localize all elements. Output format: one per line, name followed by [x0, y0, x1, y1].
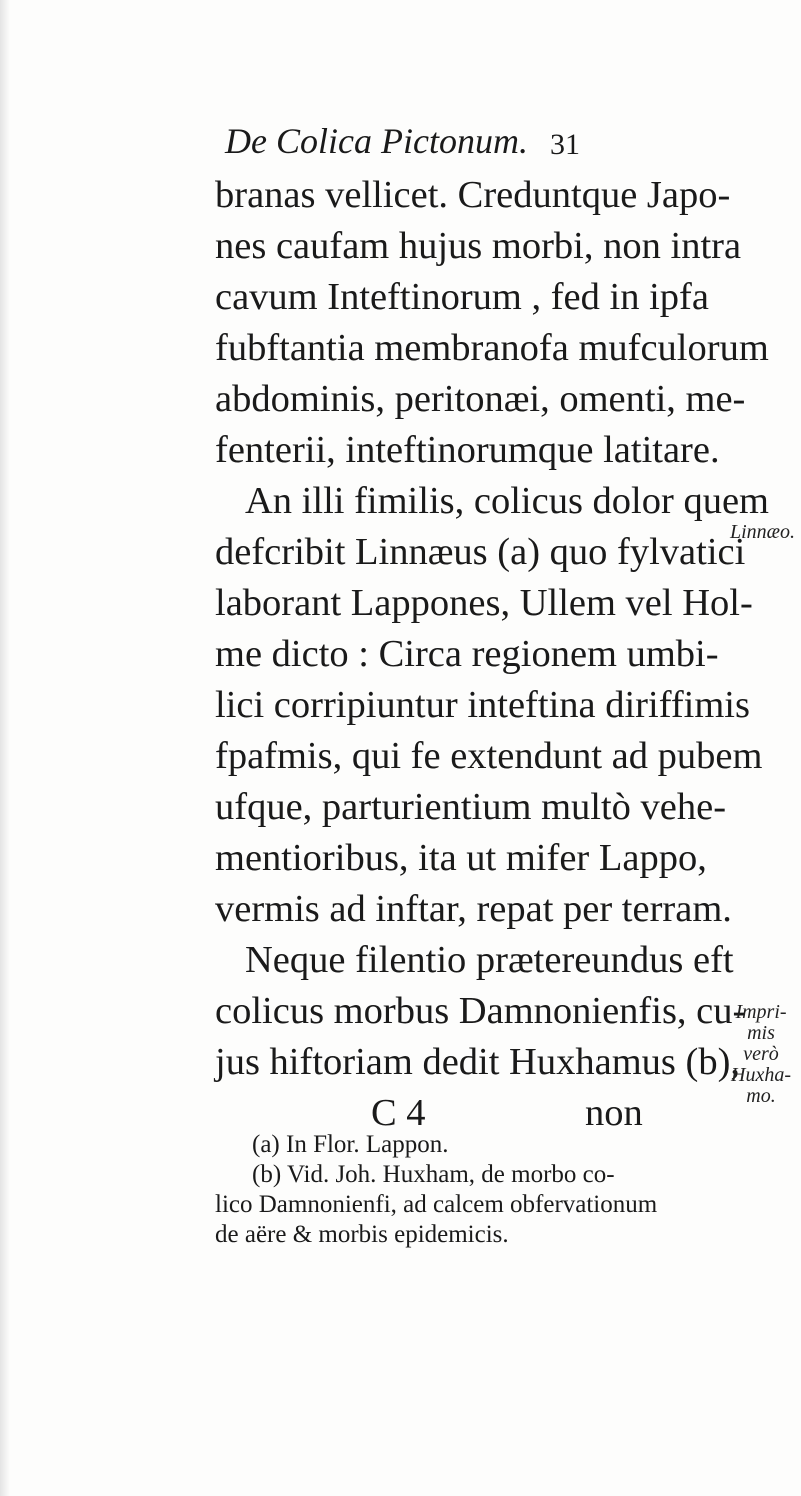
- footnote-b-continued: lico Damnonienfi, ad calcem obfervationum: [215, 1191, 658, 1218]
- footnote-a: (a) In Flor. Lappon.: [252, 1131, 449, 1158]
- footnote-b: (b) Vid. Joh. Huxham, de morbo co-: [252, 1161, 615, 1188]
- text-line: mentioribus, ita ut mifer Lappo,: [215, 837, 707, 879]
- text-line: ufque, parturientium multò vehe-: [215, 786, 727, 828]
- running-head: De Colica Pictonum.: [225, 121, 528, 161]
- text-line: laborant Lappones, Ullem vel Hol-: [215, 582, 753, 624]
- page-edge: [0, 0, 10, 1496]
- text-line: branas vellicet. Creduntque Japo-: [215, 174, 731, 216]
- margin-note-linnaeo: [730, 522, 800, 543]
- margin-note-text: Linnæo.: [730, 521, 796, 543]
- text-line: Neque filentio prætereundus eft: [245, 939, 734, 981]
- signature-mark: C 4: [371, 1092, 426, 1134]
- catchword: non: [585, 1092, 643, 1134]
- text-line: vermis ad inftar, repat per terram.: [215, 888, 732, 930]
- margin-note-text: mo.: [746, 1085, 776, 1107]
- text-line: colicus morbus Damnonienfis, cu-: [215, 990, 746, 1032]
- margin-note-text: Impri-: [735, 1001, 787, 1023]
- text-line: defcribit Linnæus (a) quo fylvatici: [215, 531, 746, 573]
- text-line: nes caufam hujus morbi, non intra: [215, 225, 742, 267]
- text-line: An illi fimilis, colicus dolor quem: [245, 480, 769, 522]
- text-line: fpafmis, qui fe extendunt ad pubem: [215, 735, 763, 777]
- text-line: me dicto : Circa regionem umbi-: [215, 633, 719, 675]
- text-line: fenterii, inteftinorumque latitare.: [215, 429, 720, 471]
- text-line: cavum Inteftinorum , fed in ipfa: [215, 276, 709, 318]
- body-text: [215, 170, 801, 1139]
- margin-note-huxhamo: [730, 1002, 792, 1107]
- footnotes: [215, 1130, 772, 1250]
- footnote-b-continued: de aëre & morbis epidemicis.: [215, 1221, 509, 1248]
- text-line: jus hiftoriam dedit Huxhamus (b),: [215, 1041, 741, 1083]
- text-line: fubftantia membranofa mufculorum: [215, 327, 769, 369]
- margin-note-text: Huxha-: [731, 1064, 791, 1086]
- margin-note-text: mis verò: [743, 1022, 779, 1065]
- page-number: 31: [550, 128, 580, 161]
- text-line: lici corripiuntur inteftina diriffimis: [215, 684, 750, 726]
- text-line: abdominis, peritonæi, omenti, me-: [215, 378, 746, 420]
